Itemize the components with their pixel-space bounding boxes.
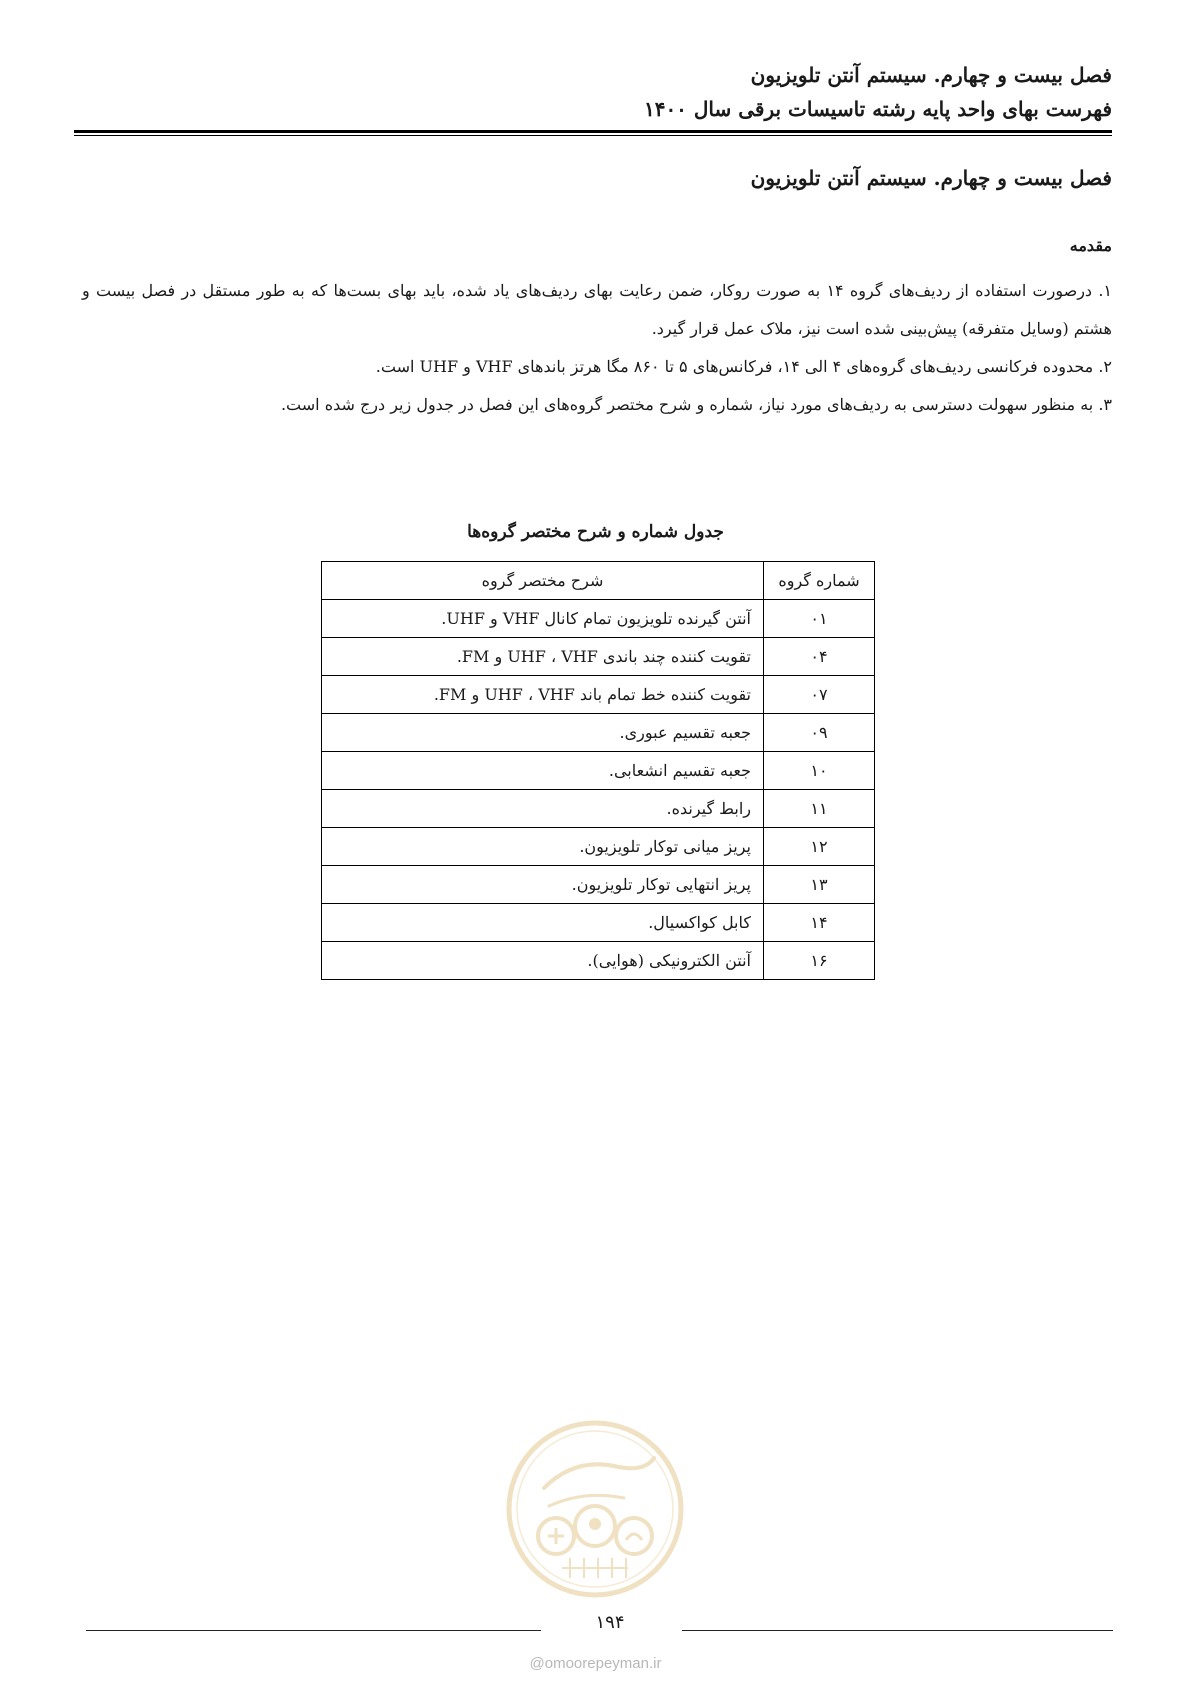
group-description: پریز انتهایی توکار تلویزیون. — [322, 866, 764, 904]
header-group-number: شماره گروه — [764, 562, 875, 600]
group-description: آنتن گیرنده تلویزیون تمام کانال VHF و UHF. — [322, 600, 764, 638]
group-description: تقویت کننده چند باندی UHF ، VHF و FM. — [322, 638, 764, 676]
table-row — [322, 790, 875, 828]
table-caption: جدول شماره و شرح مختصر گروه‌ها — [467, 522, 724, 542]
table-row — [322, 638, 875, 676]
header-rule-thin — [74, 135, 1112, 136]
table-row — [322, 676, 875, 714]
group-number: ۱۳ — [764, 866, 875, 904]
intro-item-3: ۳. به منظور سهولت دسترسی به ردیف‌های مورد نیاز، شماره و شرح مختصر گروه‌های این فصل در جدول زیر درج شده است. — [280, 395, 1112, 414]
table-row — [322, 600, 875, 638]
group-number: ۰۷ — [764, 676, 875, 714]
table-row — [322, 714, 875, 752]
group-description: جعبه تقسیم عبوری. — [322, 714, 764, 752]
header-rule-thick — [74, 130, 1112, 133]
table-row — [322, 866, 875, 904]
footer-rule-left — [86, 1630, 541, 1631]
group-description: جعبه تقسیم انشعابی. — [322, 752, 764, 790]
group-description: آنتن الکترونیکی (هوایی). — [322, 942, 764, 980]
group-description: تقویت کننده خط تمام باند UHF ، VHF و FM. — [322, 676, 764, 714]
header-chapter-line: فصل بیست و چهارم. سیستم آنتن تلویزیون — [750, 63, 1112, 87]
site-credit: @omoorepeyman.ir — [529, 1655, 662, 1672]
group-number: ۱۴ — [764, 904, 875, 942]
table-row — [322, 942, 875, 980]
header-group-description: شرح مختصر گروه — [322, 562, 764, 600]
table-row — [322, 904, 875, 942]
page-header — [74, 58, 1112, 126]
chapter-title: فصل بیست و چهارم. سیستم آنتن تلویزیون — [750, 166, 1112, 190]
table-header-row — [322, 562, 875, 600]
intro-heading: مقدمه — [1069, 236, 1112, 255]
groups-table — [321, 561, 875, 980]
page-number: ۱۹۴ — [595, 1612, 625, 1633]
intro-item-2: ۲. محدوده فرکانسی ردیف‌های گروه‌های ۴ الی ۱۴، فرکانس‌های ۵ تا ۸۶۰ مگا هرتز باندهای VHF و UHF است. — [375, 357, 1112, 376]
watermark-logo-icon — [504, 1418, 686, 1600]
group-number: ۰۱ — [764, 600, 875, 638]
footer-rule-right — [682, 1630, 1113, 1631]
group-number: ۱۲ — [764, 828, 875, 866]
group-number: ۱۰ — [764, 752, 875, 790]
group-number: ۰۹ — [764, 714, 875, 752]
group-number: ۱۶ — [764, 942, 875, 980]
group-description: پریز میانی توکار تلویزیون. — [322, 828, 764, 866]
group-number: ۰۴ — [764, 638, 875, 676]
group-description: کابل کواکسیال. — [322, 904, 764, 942]
header-price-list-line: فهرست بهای واحد پایه رشته تاسیسات برقی سال ۱۴۰۰ — [643, 97, 1112, 121]
table-row — [322, 752, 875, 790]
intro-list — [82, 272, 1112, 424]
intro-item-1: ۱. درصورت استفاده از ردیف‌های گروه ۱۴ به صورت روکار، ضمن رعایت بهای ردیف‌های یاد شده، باید بهای بست‌ها که به طور مستقل در فصل بیست و هشتم (وسایل متفرقه) پیش‌بینی شده است نیز، ملاک عمل قرار گیرد. — [82, 281, 1112, 338]
table-row — [322, 828, 875, 866]
group-description: رابط گیرنده. — [322, 790, 764, 828]
group-number: ۱۱ — [764, 790, 875, 828]
